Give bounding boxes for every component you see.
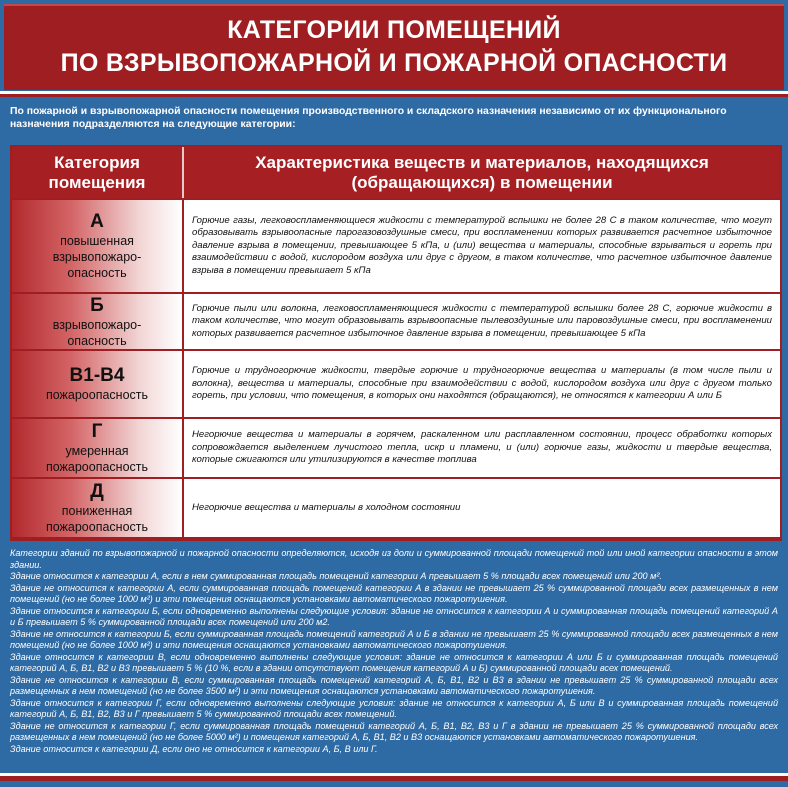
category-description (184, 479, 780, 537)
header-stripe-red (0, 94, 788, 97)
table-row-a (12, 200, 780, 292)
category-cell (12, 419, 182, 477)
description-text: Горючие и трудногорючие жидкости, твердые горючие и трудногорючие вещества и материалы (в том числе пыли и волокна), вещества и материалы, способные при взаимодействии с водой, кислородом воздуха или друг с другом только гореть, при условии, что помещения, в которых они находятся (обращаются), не относятся к категории А или Б (192, 365, 772, 402)
category-description (184, 351, 780, 417)
title-line-2: ПО ВЗРЫВОПОЖАРНОЙ И ПОЖАРНОЙ ОПАСНОСТИ (60, 49, 728, 77)
column-header-category: Категория помещения (48, 152, 146, 192)
category-letter: Д (90, 481, 104, 502)
category-description (184, 294, 780, 349)
note-paragraph: Здание относится к категории Д, если оно не относится к категории А, Б, В или Г. (10, 743, 378, 754)
category-cell (12, 351, 182, 417)
description-text: Горючие пыли или волокна, легковоспламеняющиеся жидкости с температурой вспышки более 28 С, горючие жидкости в таком количестве, что могут образовывать взрывоопасные пылевоздушные или паровоздушные смеси, при воспламенении которых развивается расчетное избыточное давление взрыва в помещении, превышающее 5 кПа (192, 302, 772, 339)
category-name: повышенная взрывопожаро-опасность (52, 234, 142, 280)
table-row-v (12, 351, 780, 417)
header-banner (4, 4, 784, 90)
category-letter: Б (90, 294, 104, 316)
building-category-notes (10, 548, 778, 755)
intro-text: По пожарной и взрывопожарной опасности помещения производственного и складского назначения независимо от их функционального назначения подразделяются на следующие категории: (10, 106, 727, 130)
page-title (4, 14, 784, 80)
table-header (12, 147, 780, 198)
category-name: умеренная пожароопасность (45, 444, 149, 474)
note-paragraph: Здание не относится к категории А, если суммированная площадь помещений категории А в здании не превышает 25 % суммированной площади всех размещенных в нем помещений (но не более 1000 м²) и эти помещения оснащаются установками автоматического пожаротушения. (10, 582, 778, 604)
category-description (184, 419, 780, 477)
note-paragraph: Здание относится к категории А, если в нем суммированная площадь помещений категории А превышает 5 % площади всех помещений или 200 м². (10, 571, 662, 581)
category-letter: А (90, 211, 104, 232)
description-text: Негорючие вещества и материалы в горячем, раскаленном или расплавленном состоянии, процесс обработки которых сопровождается выделением лучистого тепла, искр и пламени, и (или) горючие газы, жидкости и твердые вещества, которые сжигаются или утилизируются в качестве топлива (192, 429, 772, 466)
category-cell (12, 200, 182, 292)
category-cell (12, 479, 182, 537)
table-row-g (12, 419, 780, 477)
footer-stripe-red (0, 776, 788, 781)
note-paragraph: Здание не относится к категории Г, если суммированная площадь помещений категорий А, Б, В1, В2, В3 и Г в здании не превышает 25 % суммированной площади всех размещенных в нем помещений (но не более 5000 м²) и помещения категорий А, Б, В1, В2 и В3 оснащаются установками автоматического пожаротушения. (10, 720, 778, 742)
title-line-1: КАТЕГОРИИ ПОМЕЩЕНИЙ (227, 16, 561, 44)
category-cell (12, 294, 182, 349)
category-letter: Г (91, 421, 103, 442)
category-name: пониженная пожароопасность (45, 504, 149, 534)
column-header-description: Характеристика веществ и материалов, находящихся (обращающихся) в помещении (255, 152, 709, 192)
category-letter: В1-В4 (69, 365, 125, 386)
note-paragraph: Здание не относится к категории В, если суммированная площадь помещений категорий А, Б, В1, В2 и В3 в здании не превышает 25 % суммированной площади всех размещенных в нем помещений (но не более 3500 м²) и эти помещения оснащаются установками автоматического пожаротушения. (10, 674, 778, 696)
table-row-d (12, 479, 780, 537)
note-paragraph: Здание относится к категории Г, если одновременно выполнены следующие условия: здание не относится к категории А, Б или В и суммированная площадь помещений категорий А, Б, В1, В2, В3 и Г превышает 5 % суммированной площади всех помещений. (10, 697, 778, 719)
note-paragraph: Здание относится к категории В, если одновременно выполнены следующие условия: здание не относится к категории А или Б и суммированная площадь помещений категорий А, Б, В1, В2 и В3 превышает 5 % (10 %, если в здании отсутствуют помещения категорий А и Б) суммированной площади всех помещений. (10, 651, 778, 673)
table-row-b (12, 294, 780, 349)
categories-table (10, 145, 782, 541)
note-paragraph: Здание относится к категории Б, если одновременно выполнены следующие условия: здание не относится к категории А и суммированная площадь помещений категорий А и Б превышает 5 % суммированной площади всех помещений или 200 м2. (10, 605, 778, 627)
category-description (184, 200, 780, 292)
description-text: Горючие газы, легковоспламеняющиеся жидкости с температурой вспышки не более 28 С в таком количестве, что могут образовывать взрывоопасные парогазовоздушные смеси, при воспламенении которых развивается расчетное избыточное давление взрыва в помещении, превышающее 5 кПа, и (или) вещества и материалы, способные взрываться и гореть при взаимодействии с водой, кислородом воздуха или друг с другом, в таком количестве, что расчетное избыточное давление взрыва в помещении превышает 5 кПа (192, 214, 772, 276)
category-name: взрывопожаро-опасность (52, 317, 142, 348)
note-paragraph: Здание не относится к категории Б, если суммированная площадь помещений категорий А и Б в здании не превышает 25 % суммированной площади всех размещенных в нем помещений (но не более 1000 м²) и эти помещения оснащаются установками автоматического пожаротушения. (10, 628, 778, 650)
description-text: Негорючие вещества и материалы в холодном состоянии (192, 501, 461, 513)
category-name: пожароопасность (45, 388, 149, 402)
note-paragraph: Категории зданий по взрывопожарной и пожарной опасности определяются, исходя из доли и суммированной площади помещений той или иной категории опасности в этом здании. (10, 548, 778, 570)
